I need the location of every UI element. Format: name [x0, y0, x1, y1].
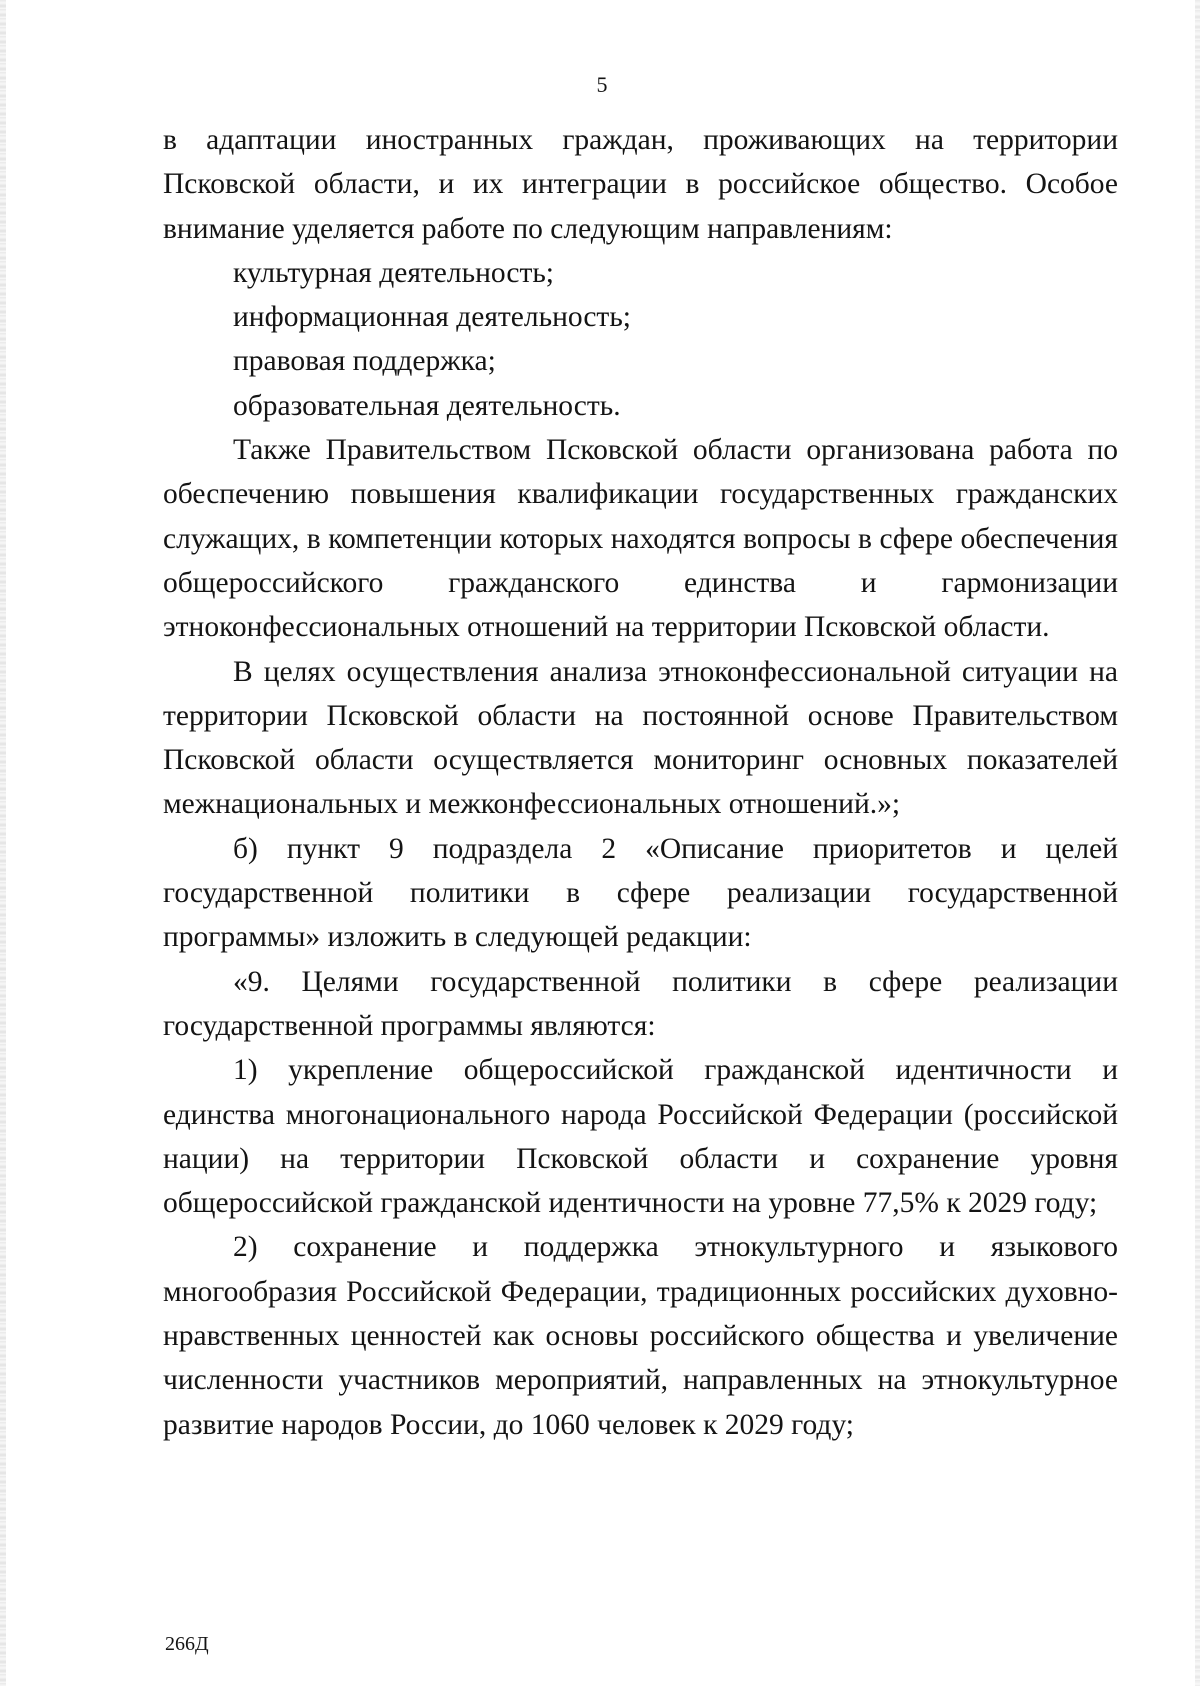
- scan-edge-left: [0, 0, 6, 1686]
- scan-edge-right: [1195, 0, 1200, 1686]
- list-item-educational: образовательная деятельность.: [233, 389, 621, 422]
- paragraph-goal-2: 2) сохранение и поддержка этнокультурного и языкового многообразия Российской Федерации, традиционных российских духовно-нравственных ценностей как основы российского общества и увеличение численности участников мероприятий, направленных на этнокультурное развитие народов России, до 1060 человек к 2029 году;: [163, 1231, 1118, 1441]
- document-code: 266Д: [165, 1633, 209, 1655]
- list-item-cultural: культурная деятельность;: [233, 256, 554, 289]
- page-number: [0, 72, 1200, 98]
- paragraph-goal-1: 1) укрепление общероссийской гражданской идентичности и единства многонационального народа Российской Федерации (российской нации) на территории Псковской области и сохранение уровня общероссийской гражданской идентичности на уровне 77,5% к 2029 году;: [163, 1054, 1118, 1220]
- paragraph-adaptation: в адаптации иностранных граждан, проживающих на территории Псковской области, и их интеграции в российское общество. Особое внимание уделяется работе по следующим направлениям:: [163, 124, 1118, 245]
- list-item-legal: правовая поддержка;: [233, 345, 496, 378]
- page-number-text: 5: [596, 72, 608, 97]
- paragraph-goals-intro: «9. Целями государственной политики в сфере реализации государственной программы являются:: [163, 965, 1118, 1042]
- paragraph-training: Также Правительством Псковской области организована работа по обеспечению повышения квалификации государственных гражданских служащих, в компетенции которых находятся вопросы в сфере обеспечения общероссийского гражданского единства и гармонизации этноконфессиональных отношений на территории Псковской области.: [163, 434, 1118, 644]
- paragraph-amendment-b: б) пункт 9 подраздела 2 «Описание приоритетов и целей государственной политики в сфере реализации государственной программы» изложить в следующей редакции:: [163, 832, 1118, 954]
- paragraph-monitoring: В целях осуществления анализа этноконфессиональной ситуации на территории Псковской области на постоянной основе Правительством Псковской области осуществляется мониторинг основных показателей межнациональных и межконфессиональных отношений.»;: [163, 655, 1118, 821]
- document-body: [163, 118, 1118, 1447]
- list-item-informational: информационная деятельность;: [233, 301, 631, 334]
